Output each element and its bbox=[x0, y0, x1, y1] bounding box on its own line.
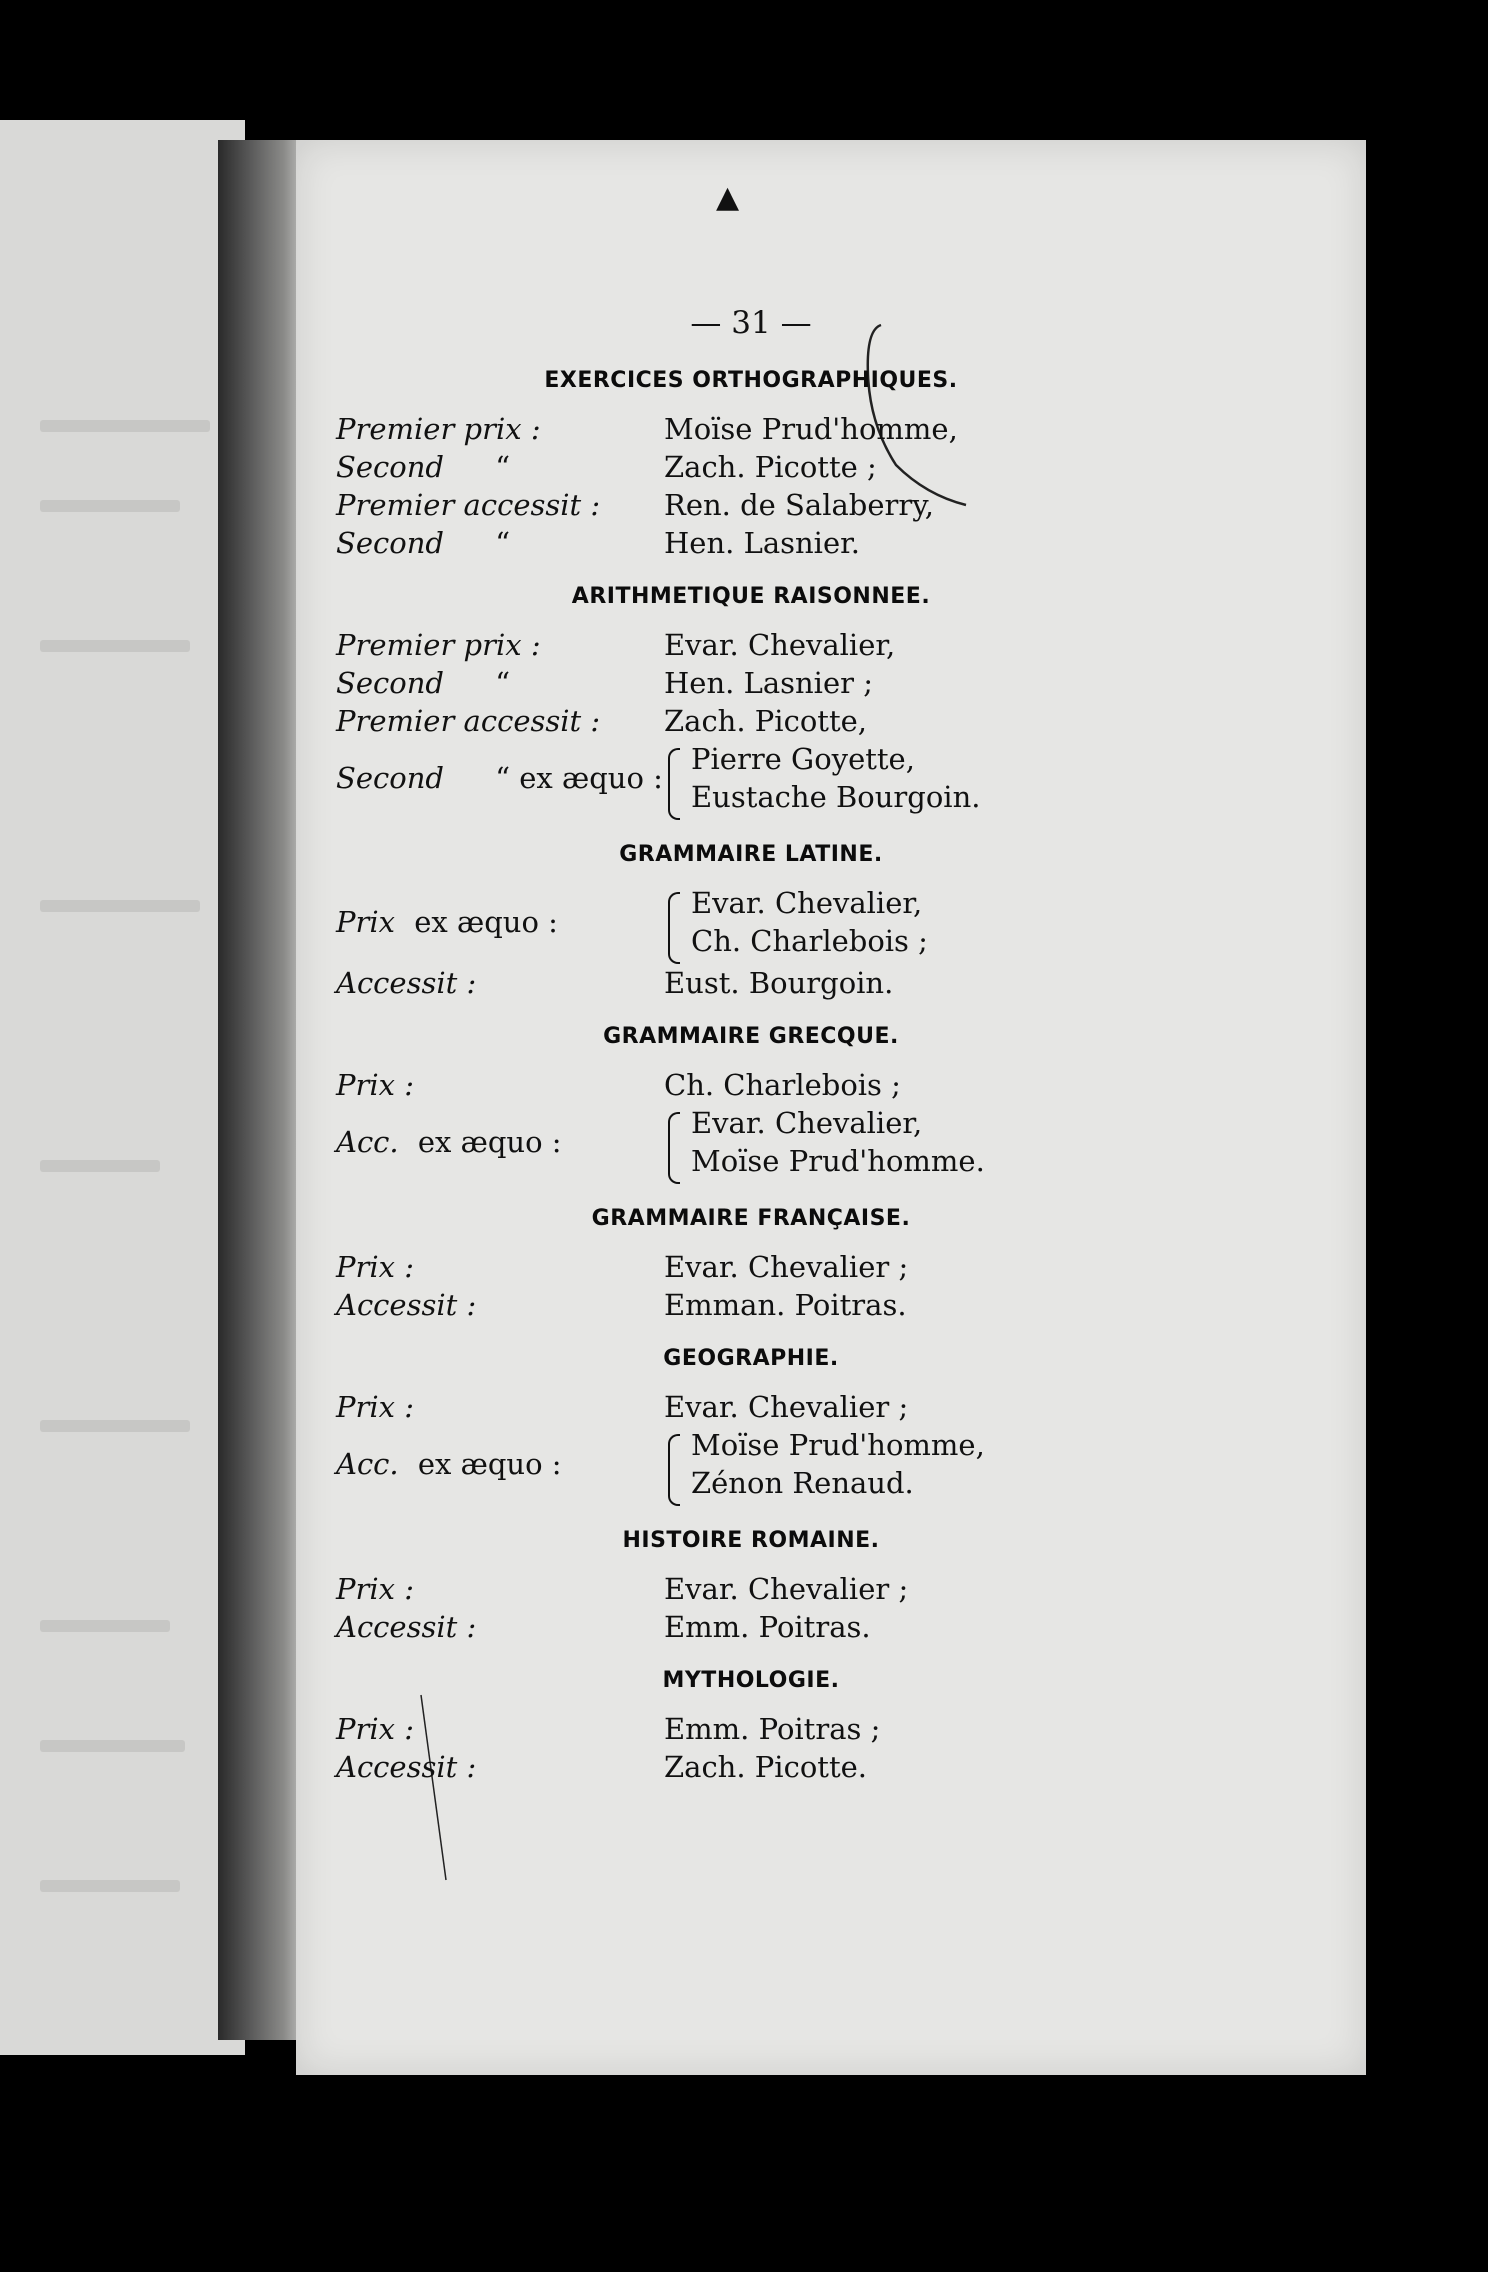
prize-label-qualifier: ex æquo : bbox=[405, 905, 558, 939]
prize-label-qualifier: ex æquo : bbox=[408, 1447, 562, 1481]
winner-name: Hen. Lasnier ; bbox=[664, 666, 873, 700]
winner-name: Evar. Chevalier ; bbox=[664, 1572, 909, 1606]
prize-label bbox=[336, 412, 541, 446]
prize-label-qualifier: “ bbox=[485, 526, 511, 560]
prize-label-text: Accessit : bbox=[336, 1288, 477, 1322]
prize-label-text: Accessit : bbox=[336, 1750, 477, 1784]
prize-label bbox=[336, 1610, 476, 1644]
curly-brace bbox=[668, 1112, 680, 1184]
book-gutter bbox=[218, 140, 300, 2040]
curly-brace bbox=[668, 748, 680, 820]
prize-label bbox=[336, 526, 510, 560]
prize-label-text: Prix : bbox=[336, 1250, 414, 1284]
winner-name: Moïse Prud'homme. bbox=[691, 1144, 985, 1178]
prize-label bbox=[336, 488, 600, 522]
prize-label bbox=[336, 450, 510, 484]
faded-text-line bbox=[40, 1420, 190, 1432]
prize-label bbox=[336, 628, 541, 662]
winner-name: Evar. Chevalier, bbox=[664, 628, 896, 662]
section-heading: GRAMMAIRE LATINE. bbox=[619, 842, 883, 867]
prize-label bbox=[336, 1447, 562, 1481]
prize-label-text: Prix : bbox=[336, 1572, 414, 1606]
prize-label-text: Premier prix : bbox=[336, 412, 541, 446]
winner-name: Pierre Goyette, bbox=[691, 742, 915, 776]
pencil-stroke bbox=[416, 1690, 456, 1890]
prize-label-text: Second bbox=[336, 666, 444, 700]
winner-name: Evar. Chevalier, bbox=[691, 886, 923, 920]
winner-name: Emm. Poitras. bbox=[664, 1610, 871, 1644]
prize-label bbox=[336, 1068, 414, 1102]
prize-label bbox=[336, 704, 600, 738]
prize-label bbox=[336, 1712, 414, 1746]
prize-label-text: Prix : bbox=[336, 1068, 414, 1102]
ink-mark: ▲ bbox=[716, 180, 740, 215]
prize-label bbox=[336, 1288, 476, 1322]
faded-text-line bbox=[40, 900, 200, 912]
prize-label bbox=[336, 1250, 414, 1284]
prize-label bbox=[336, 1390, 414, 1424]
prize-label bbox=[336, 1572, 414, 1606]
faded-text-line bbox=[40, 1620, 170, 1632]
faded-text-line bbox=[40, 1740, 185, 1752]
prize-label-text: Prix bbox=[336, 905, 396, 939]
prize-label-text: Second bbox=[336, 526, 444, 560]
faded-text-line bbox=[40, 1880, 180, 1892]
prize-label-text: Accessit : bbox=[336, 1610, 477, 1644]
prize-label-text: Premier accessit : bbox=[336, 704, 601, 738]
winner-name: Zénon Renaud. bbox=[691, 1466, 914, 1500]
winner-name: Moïse Prud'homme, bbox=[664, 412, 958, 446]
prize-label-qualifier: ex æquo : bbox=[408, 1125, 562, 1159]
prize-label-qualifier: “ bbox=[485, 666, 511, 700]
prize-label-text: Acc. bbox=[336, 1125, 399, 1159]
prize-label bbox=[336, 666, 510, 700]
winner-name: Ch. Charlebois ; bbox=[664, 1068, 901, 1102]
curly-brace bbox=[668, 1434, 680, 1506]
facing-page bbox=[0, 120, 245, 2055]
winner-name: Eustache Bourgoin. bbox=[691, 780, 981, 814]
winner-name: Hen. Lasnier. bbox=[664, 526, 861, 560]
winner-name: Zach. Picotte ; bbox=[664, 450, 877, 484]
prize-label-text: Premier prix : bbox=[336, 628, 541, 662]
prize-label-qualifier: “ bbox=[485, 450, 511, 484]
prize-label-text: Premier accessit : bbox=[336, 488, 601, 522]
winner-name: Zach. Picotte. bbox=[664, 1750, 867, 1784]
winner-name: Moïse Prud'homme, bbox=[691, 1428, 985, 1462]
winner-name: Eust. Bourgoin. bbox=[664, 966, 894, 1000]
winner-name: Evar. Chevalier ; bbox=[664, 1250, 909, 1284]
faded-text-line bbox=[40, 500, 180, 512]
prize-label-text: Second bbox=[336, 761, 444, 795]
book-page bbox=[296, 140, 1366, 2075]
prize-label-text: Prix : bbox=[336, 1712, 414, 1746]
curly-brace bbox=[668, 892, 680, 964]
prize-label bbox=[336, 1750, 476, 1784]
section-heading: GRAMMAIRE GRECQUE. bbox=[603, 1024, 899, 1049]
prize-label-text: Acc. bbox=[336, 1447, 399, 1481]
winner-name: Evar. Chevalier, bbox=[691, 1106, 923, 1140]
faded-text-line bbox=[40, 420, 210, 432]
winner-name: Ren. de Salaberry, bbox=[664, 488, 934, 522]
section-heading: ARITHMETIQUE RAISONNEE. bbox=[571, 584, 931, 609]
prize-label bbox=[336, 761, 663, 795]
page-number: — 31 — bbox=[690, 305, 812, 341]
section-heading: EXERCICES ORTHOGRAPHIQUES. bbox=[544, 368, 958, 393]
prize-label-text: Prix : bbox=[336, 1390, 414, 1424]
prize-label-text: Accessit : bbox=[336, 966, 477, 1000]
prize-label-qualifier: “ ex æquo : bbox=[485, 761, 663, 795]
faded-text-line bbox=[40, 1160, 160, 1172]
winner-name: Zach. Picotte, bbox=[664, 704, 867, 738]
prize-label bbox=[336, 905, 558, 939]
prize-label bbox=[336, 1125, 562, 1159]
section-heading: HISTOIRE ROMAINE. bbox=[622, 1528, 880, 1553]
section-heading: GRAMMAIRE FRANÇAISE. bbox=[591, 1206, 911, 1231]
prize-label-text: Second bbox=[336, 450, 444, 484]
winner-name: Emman. Poitras. bbox=[664, 1288, 907, 1322]
section-heading: GEOGRAPHIE. bbox=[663, 1346, 839, 1371]
faded-text-line bbox=[40, 640, 190, 652]
prize-label bbox=[336, 966, 476, 1000]
section-heading: MYTHOLOGIE. bbox=[662, 1668, 840, 1693]
winner-name: Ch. Charlebois ; bbox=[691, 924, 928, 958]
winner-name: Evar. Chevalier ; bbox=[664, 1390, 909, 1424]
winner-name: Emm. Poitras ; bbox=[664, 1712, 881, 1746]
